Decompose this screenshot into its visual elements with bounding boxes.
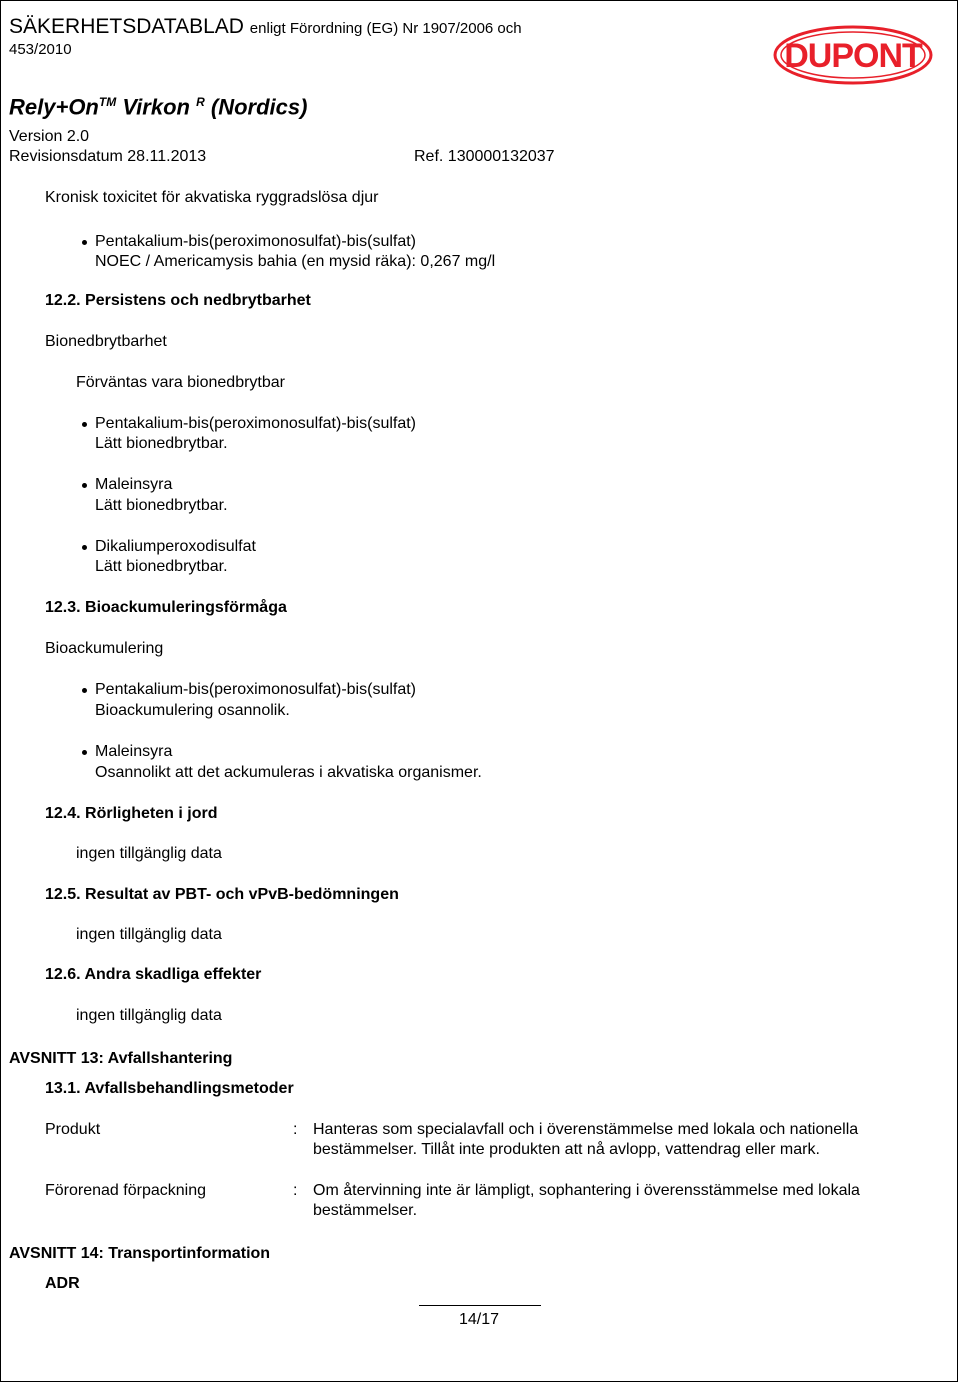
registered-mark: R	[196, 95, 205, 109]
svg-text:DUPONT: DUPONT	[784, 37, 922, 75]
chronic-toxicity-heading: Kronisk toxicitet för akvatiska ryggradslösa djur	[45, 189, 379, 206]
reference-number: Ref. 130000132037	[414, 148, 555, 165]
dupont-logo	[773, 25, 933, 85]
packaging-text-line1: Om återvinning inte är lämpligt, sophantering i överensstämmelse med lokala	[313, 1182, 860, 1199]
product-name-suffix: (Nordics)	[210, 94, 308, 120]
bioacc-item-name: Maleinsyra	[95, 743, 173, 760]
adr-heading: ADR	[45, 1275, 80, 1292]
product-text-line1: Hanteras som specialavfall och i överenstämmelse med lokala och nationella	[313, 1121, 859, 1138]
product-label: Produkt	[45, 1121, 101, 1138]
section-13-1-heading: 13.1. Avfallsbehandlingsmetoder	[45, 1080, 294, 1097]
trademark-mark: TM	[98, 95, 117, 109]
bullet-icon	[82, 688, 87, 693]
bullet-icon	[82, 422, 87, 427]
packaging-colon: :	[293, 1182, 298, 1199]
page-number: 14/17	[459, 1311, 500, 1328]
biodeg-item-detail: Lätt bionedbrytbar.	[95, 558, 228, 575]
version: Version 2.0	[9, 128, 90, 145]
section-13-heading: AVSNITT 13: Avfallshantering	[9, 1050, 233, 1067]
section-12-6-text: ingen tillgänglig data	[76, 1007, 222, 1024]
bioacc-item-detail: Bioackumulering osannolik.	[95, 702, 290, 719]
chronic-item-detail: NOEC / Americamysis bahia (en mysid räka): 0,267 mg/l	[95, 253, 496, 270]
section-12-5-text: ingen tillgänglig data	[76, 926, 222, 943]
bioacc-heading: Bioackumulering	[45, 640, 164, 657]
biodeg-item-name: Pentakalium-bis(peroximonosulfat)-bis(sulfat)	[95, 415, 417, 432]
section-12-6-heading: 12.6. Andra skadliga effekter	[45, 966, 262, 983]
biodeg-heading: Bionedbrytbarhet	[45, 333, 167, 350]
product-name-part1: Rely+On	[9, 94, 99, 120]
section-12-4-text: ingen tillgänglig data	[76, 845, 222, 862]
revision-date: Revisionsdatum 28.11.2013	[9, 148, 207, 165]
section-12-2-heading: 12.2. Persistens och nedbrytbarhet	[45, 292, 311, 309]
bioacc-item-detail: Osannolikt att det ackumuleras i akvatiska organismer.	[95, 764, 482, 781]
packaging-label: Förorenad förpackning	[45, 1182, 206, 1199]
biodeg-item-name: Maleinsyra	[95, 476, 173, 493]
title-suffix: enligt Förordning (EG) Nr 1907/2006 och	[249, 20, 522, 37]
biodeg-expected: Förväntas vara bionedbrytbar	[76, 374, 285, 391]
packaging-text-line2: bestämmelser.	[313, 1202, 418, 1219]
bullet-icon	[82, 545, 87, 550]
product-name	[9, 89, 307, 120]
bullet-icon	[82, 750, 87, 755]
bullet-icon	[82, 240, 87, 245]
biodeg-item-detail: Lätt bionedbrytbar.	[95, 497, 228, 514]
title-line2: 453/2010	[9, 41, 72, 58]
title-main: SÄKERHETSDATABLAD	[9, 15, 244, 38]
chronic-item-name: Pentakalium-bis(peroximonosulfat)-bis(sulfat)	[95, 233, 417, 250]
biodeg-item-name: Dikaliumperoxodisulfat	[95, 538, 256, 555]
biodeg-item-detail: Lätt bionedbrytbar.	[95, 435, 228, 452]
product-text-line2: bestämmelser. Tillåt inte produkten att nå avlopp, vattendrag eller mark.	[313, 1141, 820, 1158]
section-14-heading: AVSNITT 14: Transportinformation	[9, 1245, 271, 1262]
section-12-3-heading: 12.3. Bioackumuleringsförmåga	[45, 599, 287, 616]
section-12-5-heading: 12.5. Resultat av PBT- och vPvB-bedömningen	[45, 886, 399, 903]
product-name-part2: Virkon	[122, 94, 190, 120]
section-12-4-heading: 12.4. Rörligheten i jord	[45, 805, 218, 822]
bullet-icon	[82, 483, 87, 488]
document-title	[9, 15, 522, 41]
product-colon: :	[293, 1121, 298, 1138]
footer-divider	[419, 1305, 541, 1306]
bioacc-item-name: Pentakalium-bis(peroximonosulfat)-bis(sulfat)	[95, 681, 417, 698]
